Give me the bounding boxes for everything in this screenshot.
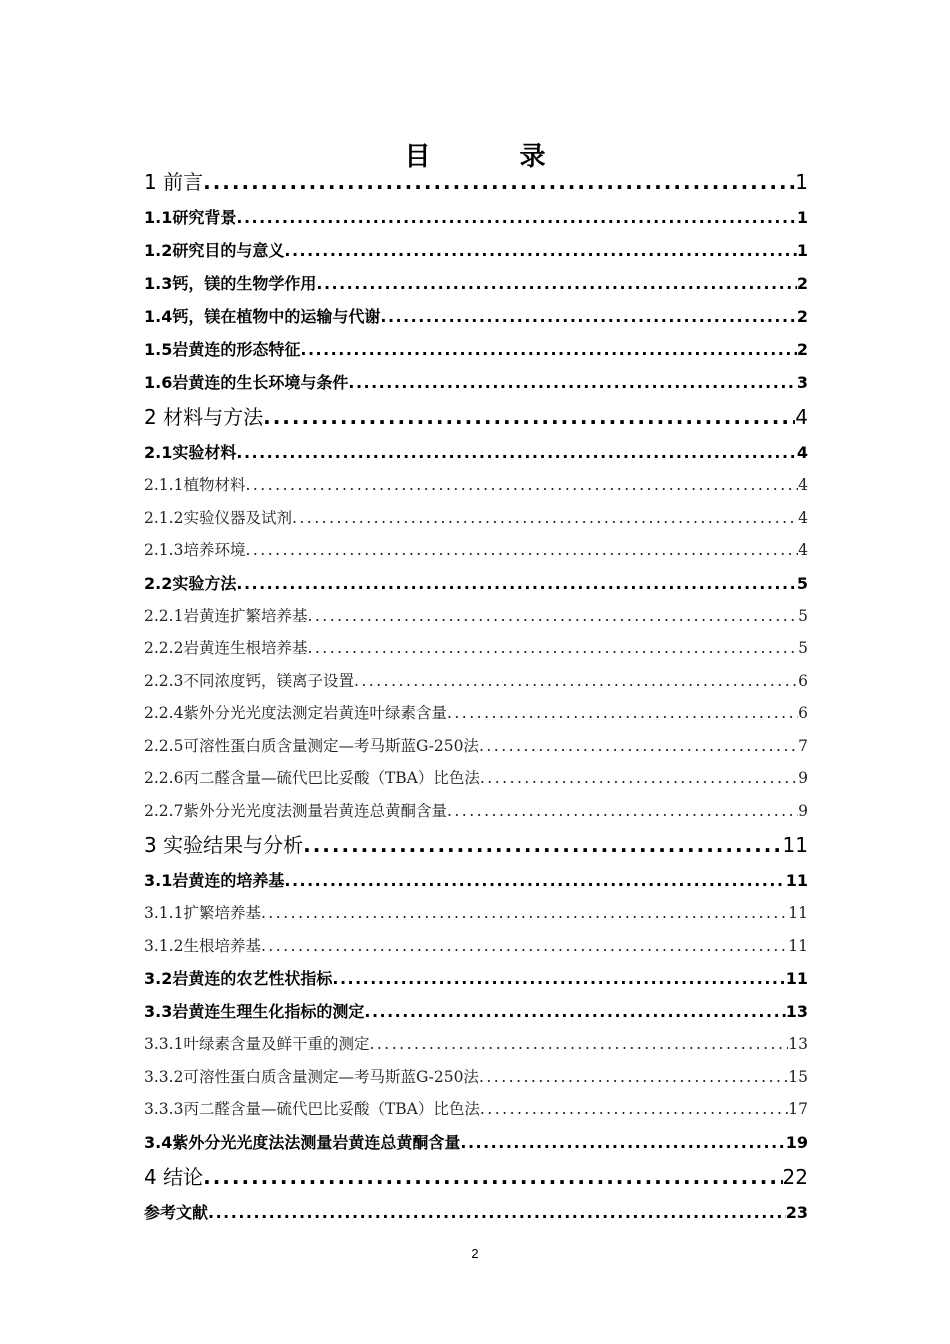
toc-leader-dots xyxy=(307,600,798,633)
toc-entry-label: 参考文献 xyxy=(144,1202,209,1222)
toc-entry-label: 1.5岩黄连的形态特征 xyxy=(144,340,301,359)
toc-entry-page: 19 xyxy=(785,1132,808,1152)
toc-entry-label: 3.1.2生根培养基 xyxy=(144,936,261,955)
toc-leader-dots xyxy=(292,502,798,535)
toc-entry[interactable] xyxy=(144,600,808,633)
toc-leader-dots xyxy=(245,534,798,567)
toc-leader-dots xyxy=(284,234,797,267)
toc-entry-label: 3.1.1扩繁培养基 xyxy=(144,904,261,922)
page-number-footer: 2 xyxy=(471,1246,479,1261)
toc-entry-page: 13 xyxy=(785,1002,808,1021)
toc-entry-page: 3 xyxy=(796,373,808,392)
toc-entry-label: 1.2研究目的与意义 xyxy=(144,241,285,260)
toc-entry-label: 2.2实验方法 xyxy=(144,573,237,593)
toc-entry-page: 1 xyxy=(795,170,808,194)
toc-entry[interactable] xyxy=(144,399,808,436)
toc-entry-label: 2.2.7紫外分光光度法测量岩黄连总黄酮含量 xyxy=(144,801,447,820)
toc-entry[interactable] xyxy=(144,795,808,828)
toc-entry-page: 17 xyxy=(788,1100,808,1118)
toc-entry-label: 3 实验结果与分析 xyxy=(144,833,304,857)
toc-entry[interactable] xyxy=(144,1093,808,1126)
toc-entry[interactable] xyxy=(144,201,808,234)
toc-entry-label: 4 结论 xyxy=(144,1164,204,1189)
toc-entry[interactable] xyxy=(144,1159,808,1196)
toc-entry-page: 2 xyxy=(796,340,808,359)
toc-entry[interactable] xyxy=(144,1196,808,1229)
toc-entry-label: 3.4紫外分光光度法法测量岩黄连总黄酮含量 xyxy=(144,1132,461,1152)
toc-entry-label: 2.2.4紫外分光光度法测定岩黄连叶绿素含量 xyxy=(144,704,447,722)
toc-entry[interactable] xyxy=(144,300,808,333)
toc-entry[interactable] xyxy=(144,436,808,469)
toc-leader-dots xyxy=(332,962,785,995)
toc-entry-page: 4 xyxy=(795,405,808,429)
toc-leader-dots xyxy=(364,995,785,1028)
toc-leader-dots xyxy=(354,665,798,698)
toc-leader-dots xyxy=(447,697,798,730)
toc-leader-dots xyxy=(284,864,785,897)
toc-entry-page: 1 xyxy=(796,208,808,227)
toc-entry-page: 23 xyxy=(785,1202,808,1222)
toc-entry-page: 9 xyxy=(798,801,808,820)
toc-leader-dots xyxy=(447,795,798,828)
toc-entry[interactable] xyxy=(144,234,808,267)
toc-entry-label: 2.1实验材料 xyxy=(144,443,237,462)
toc-entry-page: 4 xyxy=(796,443,808,462)
toc-entry-page: 6 xyxy=(798,704,808,722)
toc-entry-label: 2.2.3不同浓度钙，镁离子设置 xyxy=(144,671,354,690)
toc-entry-label: 2.1.3培养环境 xyxy=(144,541,246,559)
toc-entry-page: 11 xyxy=(788,936,808,955)
toc-leader-dots xyxy=(263,399,795,436)
toc-leader-dots xyxy=(480,1093,788,1126)
toc-entry-page: 11 xyxy=(785,969,808,988)
toc-entry-label: 3.2岩黄连的农艺性状指标 xyxy=(144,969,333,988)
toc-entry[interactable] xyxy=(144,762,808,795)
toc-entry-label: 1 前言 xyxy=(144,170,204,194)
toc-entry-label: 1.1研究背景 xyxy=(144,208,237,227)
toc-entry-page: 5 xyxy=(798,639,808,657)
toc-entry-page: 11 xyxy=(782,833,808,857)
toc-entry[interactable] xyxy=(144,930,808,963)
toc-entry[interactable] xyxy=(144,665,808,698)
toc-entry-page: 11 xyxy=(785,871,808,890)
toc-leader-dots xyxy=(303,827,782,864)
toc-entry[interactable] xyxy=(144,897,808,930)
toc-entry-page: 13 xyxy=(788,1035,808,1053)
toc-entry-label: 2 材料与方法 xyxy=(144,405,264,429)
toc-leader-dots xyxy=(208,1196,786,1229)
toc-entry-label: 3.1岩黄连的培养基 xyxy=(144,871,285,890)
toc-entry[interactable] xyxy=(144,567,808,600)
toc-entry[interactable] xyxy=(144,864,808,897)
table-of-contents xyxy=(144,164,808,1229)
toc-leader-dots xyxy=(236,567,797,600)
toc-entry[interactable] xyxy=(144,827,808,864)
toc-leader-dots xyxy=(245,469,798,502)
toc-entry-label: 1.3钙，镁的生物学作用 xyxy=(144,274,317,293)
toc-entry[interactable] xyxy=(144,469,808,502)
toc-entry-page: 7 xyxy=(798,736,808,755)
toc-entry-label: 2.2.6丙二醛含量—硫代巴比妥酸（TBA）比色法 xyxy=(144,769,480,787)
toc-entry-page: 9 xyxy=(798,769,808,787)
toc-leader-dots xyxy=(369,1028,788,1061)
toc-leader-dots xyxy=(261,930,788,963)
toc-leader-dots xyxy=(236,436,797,469)
toc-leader-dots xyxy=(316,267,797,300)
toc-entry-label: 2.1.1植物材料 xyxy=(144,476,246,494)
toc-entry-label: 2.2.1岩黄连扩繁培养基 xyxy=(144,606,308,625)
toc-entry[interactable] xyxy=(144,632,808,665)
toc-entry-page: 11 xyxy=(788,904,808,922)
toc-entry[interactable] xyxy=(144,962,808,995)
toc-entry-label: 2.2.2岩黄连生根培养基 xyxy=(144,639,308,657)
toc-entry[interactable] xyxy=(144,730,808,763)
toc-leader-dots xyxy=(348,366,797,399)
toc-leader-dots xyxy=(479,1061,788,1094)
toc-entry-label: 1.6岩黄连的生长环境与条件 xyxy=(144,373,349,392)
toc-entry-label: 2.1.2实验仪器及试剂 xyxy=(144,508,292,527)
toc-leader-dots xyxy=(203,1159,782,1196)
toc-entry-page: 22 xyxy=(782,1164,808,1189)
toc-entry-page: 4 xyxy=(798,476,808,494)
toc-entry[interactable] xyxy=(144,697,808,730)
toc-entry-page: 1 xyxy=(796,241,808,260)
toc-entry-label: 3.3.2可溶性蛋白质含量测定—考马斯蓝G-250法 xyxy=(144,1067,479,1086)
toc-leader-dots xyxy=(480,762,798,795)
toc-entry-page: 5 xyxy=(798,606,808,625)
toc-entry-label: 3.3.3丙二醛含量—硫代巴比妥酸（TBA）比色法 xyxy=(144,1100,480,1118)
toc-leader-dots xyxy=(460,1126,785,1159)
toc-leader-dots xyxy=(261,897,788,930)
toc-entry[interactable] xyxy=(144,1126,808,1159)
toc-entry-page: 4 xyxy=(798,541,808,559)
toc-entry-page: 6 xyxy=(798,671,808,690)
toc-entry-page: 2 xyxy=(796,274,808,293)
toc-entry-page: 5 xyxy=(796,573,808,593)
toc-entry-label: 3.3.1叶绿素含量及鲜干重的测定 xyxy=(144,1035,370,1053)
toc-entry[interactable] xyxy=(144,1061,808,1094)
toc-leader-dots xyxy=(300,333,797,366)
toc-entry-page: 15 xyxy=(788,1067,808,1086)
toc-leader-dots xyxy=(380,300,797,333)
toc-entry-page: 4 xyxy=(798,508,808,527)
toc-entry[interactable] xyxy=(144,333,808,366)
toc-entry[interactable] xyxy=(144,366,808,399)
toc-entry-label: 2.2.5可溶性蛋白质含量测定—考马斯蓝G-250法 xyxy=(144,736,479,755)
toc-entry[interactable] xyxy=(144,1028,808,1061)
toc-leader-dots xyxy=(203,164,795,201)
toc-entry-label: 3.3岩黄连生理生化指标的测定 xyxy=(144,1002,365,1021)
toc-entry[interactable] xyxy=(144,534,808,567)
toc-leader-dots xyxy=(307,632,798,665)
toc-entry[interactable] xyxy=(144,995,808,1028)
toc-entry[interactable] xyxy=(144,164,808,201)
toc-title: 目 录 xyxy=(404,142,586,172)
toc-leader-dots xyxy=(236,201,797,234)
toc-entry-label: 1.4钙，镁在植物中的运输与代谢 xyxy=(144,307,381,326)
toc-entry[interactable] xyxy=(144,267,808,300)
toc-entry[interactable] xyxy=(144,502,808,535)
toc-leader-dots xyxy=(479,730,798,763)
toc-entry-page: 2 xyxy=(796,307,808,326)
